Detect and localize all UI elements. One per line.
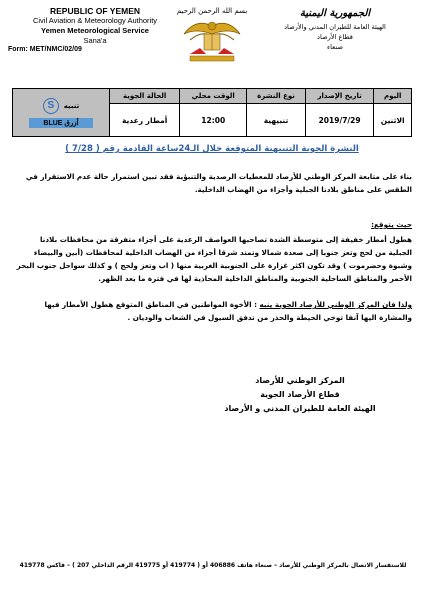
city-name-en: Sana'a (83, 36, 107, 45)
value-time: 12:00 (180, 104, 247, 137)
alert-level-badge: أزرق BLUE (29, 118, 92, 128)
expected-heading: حيث يتوقع: (371, 220, 412, 229)
table-header-row (13, 89, 412, 104)
header-time: الوقت محلي (180, 89, 247, 104)
bulletin-info-table (12, 88, 412, 137)
header-arabic (260, 6, 410, 52)
advice-paragraph (14, 298, 412, 324)
country-name-en: REPUBLIC OF YEMEN (49, 6, 141, 16)
city-name-ar: صنعاء (327, 43, 343, 51)
authority-name-en: Civil Aviation & Meteorology Authority (32, 16, 158, 25)
authority-name-ar: الهيئة العامة للطيران المدني والأرصاد (284, 23, 386, 31)
contact-footer: للاستفسار الاتصال بالمركز الوطني للأرصاد – صنعاء هاتف 406886 أو ( 419774 أو 419775 الرقم الداخلي 207 ) – فاكس 419778 (19, 562, 407, 569)
country-name-ar: الجمهورية اليمنية (299, 8, 371, 19)
header-english (10, 6, 180, 46)
alert-level-cell (13, 89, 110, 137)
emblem-banner: بسم الله الرحمن الرحيم (176, 7, 248, 15)
sector-name-ar: قطاع الأرصاد (317, 33, 353, 41)
yemen-emblem-icon (176, 4, 248, 66)
signature-line-1: المركز الوطني للأرصاد (255, 376, 345, 385)
header-day: اليوم (374, 89, 412, 104)
value-type: تنبيهية (247, 104, 306, 137)
header-date: تاريخ الإصدار (305, 89, 374, 104)
intro-paragraph: بناء على متابعة المركز الوطني للأرصاد للمعطيات الرصدية والتنبؤية فقد تبين استمرار حالة عدم الاستقرار في الطقس على مناطق بلادنا الجبلية وأجزاء من الهضاب الداخلية. (25, 172, 412, 194)
form-code: Form: MET/NMC/02/09 (8, 46, 82, 53)
value-day: الاثنين (374, 104, 412, 137)
value-condition: أمطار رعدية (110, 104, 180, 137)
signature-block (200, 374, 400, 416)
service-name-en: Yemen Meteorological Service (41, 26, 149, 35)
bulletin-subject: النشرة الجوية التنبيهية المتوقعة خلال الـ24ساعة القادمة رقم ( 7/28 ) (65, 144, 359, 154)
alert-badge-icon: S (43, 98, 59, 114)
advice-lead: ولذا فان المركز الوطني للأرصاد الجوية ينبه (259, 300, 412, 309)
alert-label: تنبيه (63, 101, 80, 110)
signature-line-3: الهيئة العامة للطيران المدني و الأرصاد (224, 404, 376, 413)
forecast-paragraph: هطول أمطار خفيفة إلى متوسطة الشدة تصاحبها العواصف الرعدية على أجزاء متفرقة من محافظات بلادنا الجبلية من لحج وتعز جنوبا إلى صعدة شمالا وتمتد شرقا أجزاء من الهضاب الداخلية لمحافظات (أبين والبيضاء وشبوة وحضرموت ) وقد تكون اكثر غزارة على الجنوبية الغربية منها ( اب وتعز ولحج ) و كذلك سواحل جنوب البحر الأحمر والمناطق الساحلية الجنوبية والمناطق الداخلية المحاذية لها في فترة ما بعد الظهر. (16, 235, 412, 283)
signature-line-2: قطاع الأرصاد الجوية (260, 390, 340, 399)
advice-rest: : الأخوة المواطنين في المناطق المتوقع هطول الأمطار فيها والمشارة اليها آنفا توخي الحيطة والحذر من تدفق السيول في الشعاب والوديان . (44, 300, 412, 322)
header-type: نوع النشرة (247, 89, 306, 104)
value-date: 2019/7/29 (305, 104, 374, 137)
header-condition: الحالة الجوية (110, 89, 180, 104)
